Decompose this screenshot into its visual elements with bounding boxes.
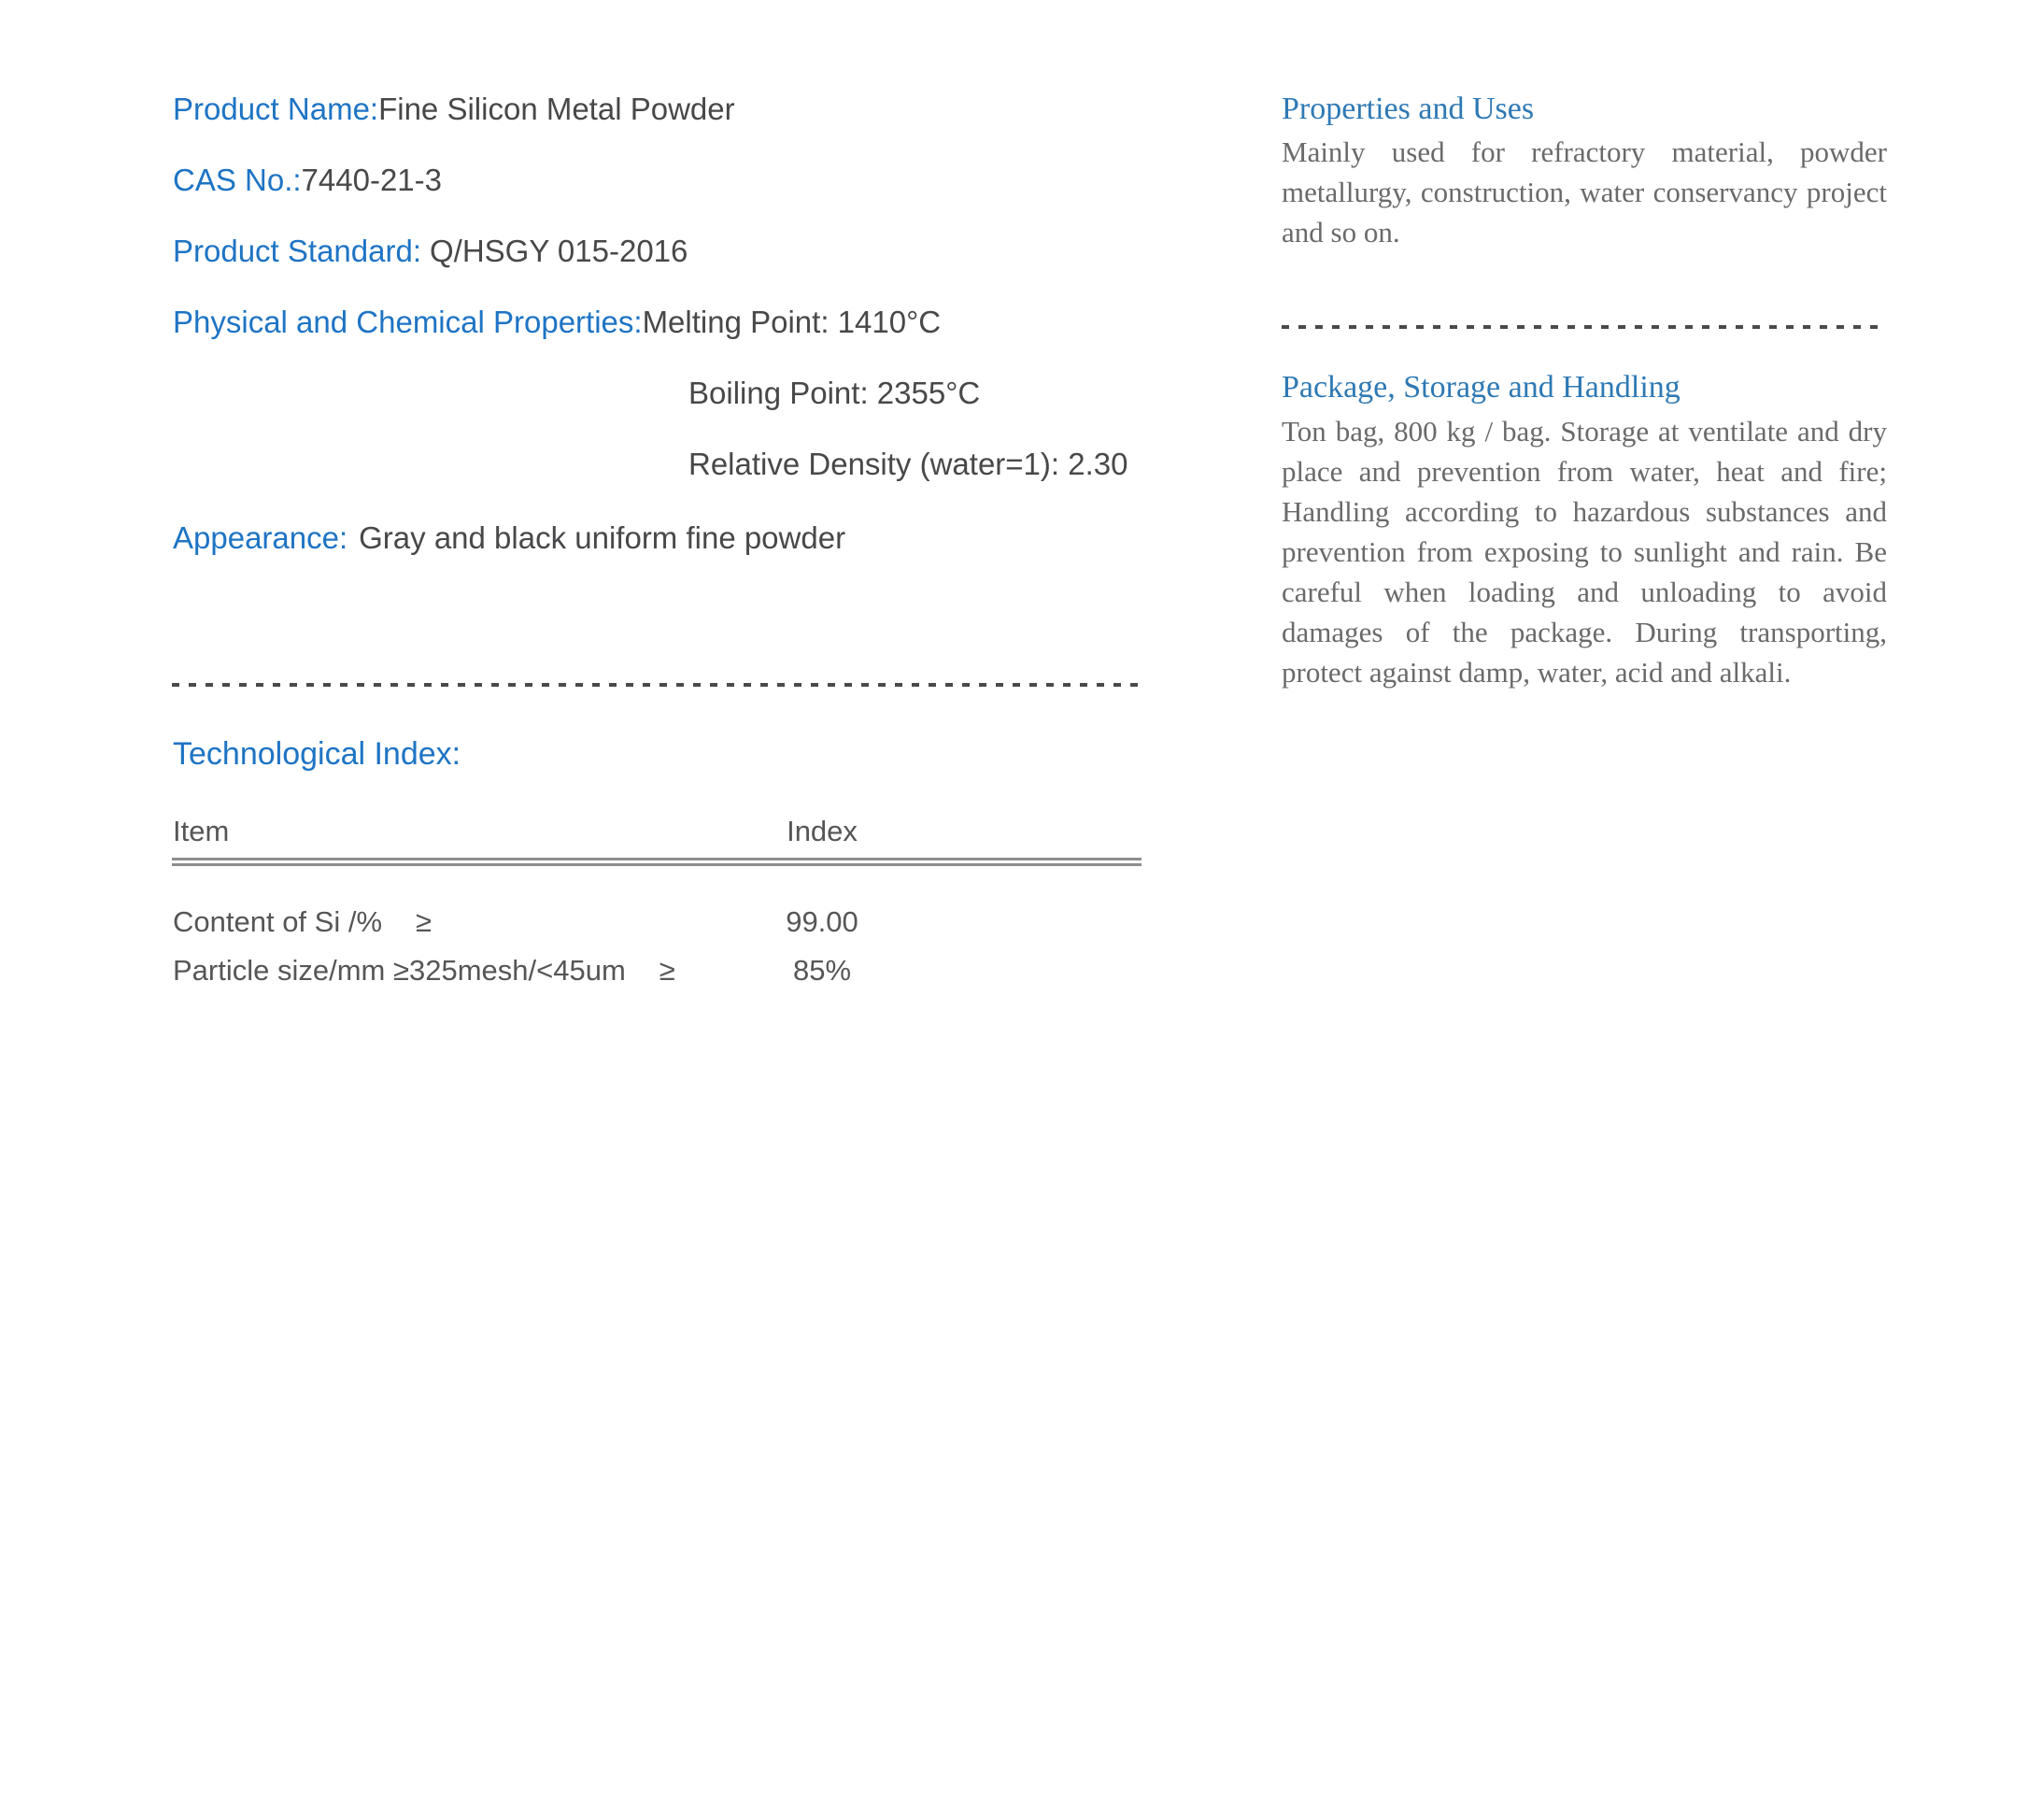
field-product-name: [173, 91, 735, 128]
field-boiling-point: [688, 375, 980, 412]
table-header-index: Index: [787, 815, 858, 847]
properties-uses-heading: Properties and Uses: [1282, 92, 1535, 126]
product-standard-value: Q/HSGY 015-2016: [430, 234, 688, 268]
greater-equal-symbol: ≥: [659, 954, 675, 987]
field-physchem: [173, 304, 941, 341]
melting-point-value: Melting Point: 1410°C: [642, 305, 942, 339]
field-product-standard: [173, 233, 688, 270]
physchem-label: Physical and Chemical Properties:: [173, 305, 643, 339]
table-header-item: Item: [173, 815, 230, 847]
table-header-double-rule: [172, 858, 1142, 866]
field-relative-density: [688, 446, 1127, 483]
greater-equal-symbol: ≥: [416, 905, 433, 938]
product-name-label: Product Name:: [173, 92, 379, 126]
field-cas-no: [173, 162, 442, 199]
right-dashed-divider: [1282, 325, 1885, 329]
field-appearance: [173, 519, 845, 557]
boiling-point-value: Boiling Point: 2355°C: [688, 376, 981, 410]
cas-no-label: CAS No.:: [173, 163, 302, 197]
tech-index-heading: Technological Index:: [173, 736, 461, 772]
relative-density-value: Relative Density (water=1): 2.30: [688, 447, 1128, 481]
cas-no-value: 7440-21-3: [301, 163, 442, 197]
appearance-label: Appearance:: [173, 520, 348, 555]
product-standard-label: Product Standard:: [173, 234, 421, 268]
particle-size-index-value: 85%: [792, 954, 852, 987]
table-row-si-content: [173, 905, 432, 939]
package-storage-heading: Package, Storage and Handling: [1282, 370, 1681, 405]
si-content-index-value: 99.00: [786, 905, 858, 938]
table-row-particle-size: [173, 954, 675, 988]
appearance-value: Gray and black uniform fine powder: [359, 520, 846, 555]
particle-size-item-label: Particle size/mm ≥325mesh/<45um: [173, 954, 626, 987]
si-content-item-label: Content of Si /%: [173, 905, 383, 938]
left-dashed-divider: [172, 683, 1140, 687]
package-storage-body: Ton bag, 800 kg / bag. Storage at ventilate and dry place and prevention from water, heat and fire; Handling according to hazardous substances and prevention from exposing to sunlight and rain. Be careful when loading and unloading to avoid damages of the package. During transporting, protect against damp, water, acid and alkali.: [1282, 415, 1887, 689]
properties-uses-body: Mainly used for refractory material, powder metallurgy, construction, water conservancy project and so on.: [1282, 135, 1887, 249]
product-name-value: Fine Silicon Metal Powder: [378, 92, 735, 126]
